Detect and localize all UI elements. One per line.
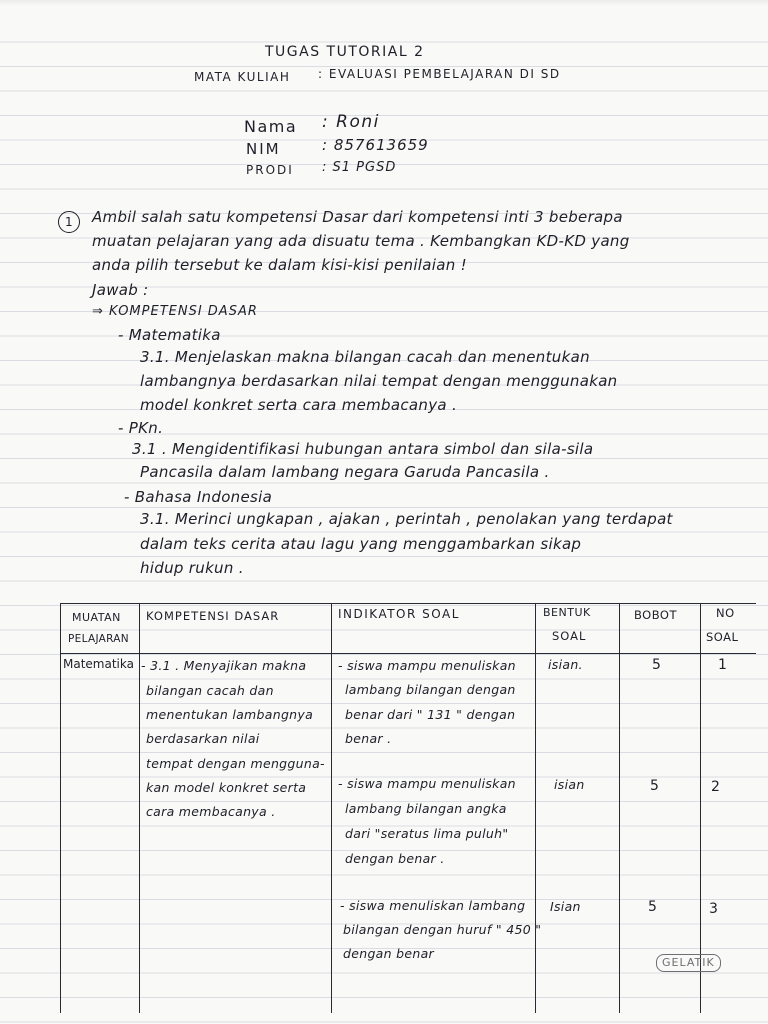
header-bentuk-1: BENTUK <box>543 606 591 619</box>
course-label: MATA KULIAH <box>194 70 291 84</box>
header-muatan-1: MUATAN <box>72 611 121 624</box>
cell-kd-line: bilangan cacah dan <box>146 683 274 698</box>
cell-no: 1 <box>718 657 728 673</box>
header-bobot: BOBOT <box>634 608 678 622</box>
pkn-heading: - PKn. <box>118 419 164 437</box>
prodi-label: PRODI <box>246 163 294 177</box>
question-line-1: Ambil salah satu kompetensi Dasar dari kompetensi inti 3 beberapa <box>92 208 623 226</box>
cell-bentuk: isian <box>554 777 585 792</box>
cell-bobot: 5 <box>650 778 660 794</box>
matematika-kd-line-2: lambangnya berdasarkan nilai tempat dengan menggunakan <box>140 372 618 390</box>
cell-kd-line: tempat dengan mengguna- <box>146 756 325 771</box>
jawab-label: Jawab : <box>92 281 149 299</box>
header-bentuk-2: SOAL <box>552 629 587 643</box>
bahasa-indonesia-kd-line-2: dalam teks cerita atau lagu yang menggambarkan sikap <box>140 535 582 553</box>
cell-muatan: Matematika <box>63 657 134 671</box>
cell-indikator-line: lambang bilangan dengan <box>345 682 516 697</box>
cell-kd-line: cara membacanya . <box>146 804 276 819</box>
assignment-title: TUGAS TUTORIAL 2 <box>265 44 425 60</box>
cell-indikator-line: dari "seratus lima puluh" <box>345 826 509 841</box>
table-top-border <box>60 603 756 604</box>
cell-kd-line: menentukan lambangnya <box>146 707 314 722</box>
table-col-line-5 <box>700 603 701 1013</box>
cell-indikator-line: - siswa menuliskan lambang <box>340 898 526 913</box>
cell-indikator-line: dengan benar . <box>345 851 445 866</box>
question-line-2: muatan pelajaran yang ada disuatu tema . Kembangkan KD-KD yang <box>92 232 630 250</box>
cell-no: 2 <box>711 779 721 795</box>
bahasa-indonesia-kd-line-3: hidup rukun . <box>140 559 244 577</box>
matematika-kd-line-3: model konkret serta cara membacanya . <box>140 396 458 414</box>
bahasa-indonesia-heading: - Bahasa Indonesia <box>124 488 273 506</box>
cell-indikator-line: - siswa mampu menuliskan <box>338 658 516 673</box>
cell-indikator-line: benar . <box>345 731 392 746</box>
course-value: : EVALUASI PEMBELAJARAN DI SD <box>318 67 561 81</box>
table-col-line-4 <box>619 603 620 1013</box>
pkn-kd-line-1: 3.1 . Mengidentifikasi hubungan antara simbol dan sila-sila <box>132 440 594 458</box>
table-col-line-0 <box>60 603 61 1013</box>
nama-label: Nama <box>244 117 298 136</box>
question-line-3: anda pilih tersebut ke dalam kisi-kisi penilaian ! <box>92 256 467 274</box>
cell-bentuk: Isian <box>550 899 581 914</box>
pkn-kd-line-2: Pancasila dalam lambang negara Garuda Pancasila . <box>140 463 550 481</box>
cell-no: 3 <box>709 901 719 917</box>
header-indikator: INDIKATOR SOAL <box>338 607 460 621</box>
cell-indikator-line: lambang bilangan angka <box>345 801 507 816</box>
header-no-1: NO <box>716 606 735 620</box>
cell-indikator-line: benar dari " 131 " dengan <box>345 707 516 722</box>
cell-indikator-line: - siswa mampu menuliskan <box>338 776 516 791</box>
prodi-value: : S1 PGSD <box>322 160 397 175</box>
header-muatan-2: PELAJARAN <box>68 633 129 645</box>
cell-kd-line: berdasarkan nilai <box>146 731 260 746</box>
nim-value: : 857613659 <box>322 136 429 154</box>
cell-bobot: 5 <box>648 899 658 915</box>
bahasa-indonesia-kd-line-1: 3.1. Merinci ungkapan , ajakan , perintah , penolakan yang terdapat <box>140 510 673 528</box>
cell-indikator-line: dengan benar <box>343 946 434 961</box>
nim-label: NIM <box>246 140 281 158</box>
table-col-line-3 <box>535 603 536 1013</box>
cell-bentuk: isian. <box>548 657 583 672</box>
matematika-heading: - Matematika <box>118 326 221 344</box>
table-col-line-2 <box>331 603 332 1013</box>
matematika-kd-line-1: 3.1. Menjelaskan makna bilangan cacah dan menentukan <box>140 348 590 366</box>
cell-indikator-line: bilangan dengan huruf " 450 " <box>343 922 542 937</box>
cell-kd-line: kan model konkret serta <box>146 780 307 795</box>
header-no-2: SOAL <box>706 630 739 644</box>
table-header-divider <box>60 653 756 654</box>
header-kd: KOMPETENSI DASAR <box>146 609 280 623</box>
nama-value: : Roni <box>322 112 380 132</box>
page-top-shadow <box>0 0 768 6</box>
cell-bobot: 5 <box>652 657 662 673</box>
notebook-brand-logo: GELATIK <box>656 954 721 972</box>
kd-heading: ⇒ KOMPETENSI DASAR <box>92 304 258 319</box>
question-number: 1 <box>58 211 80 233</box>
cell-kd-line: - 3.1 . Menyajikan makna <box>141 658 307 673</box>
